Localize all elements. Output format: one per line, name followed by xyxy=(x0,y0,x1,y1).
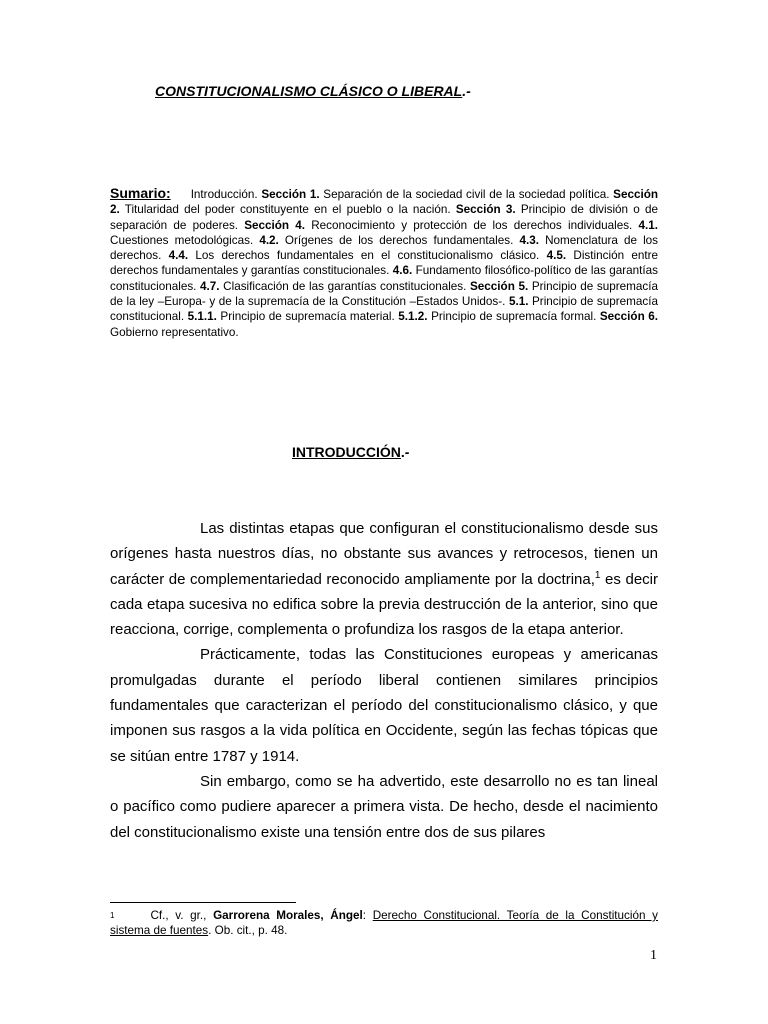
summary-section-text: Distinción entre derechos fundamentales y garantías constitucionales. xyxy=(110,249,658,278)
introduction-heading xyxy=(292,444,409,460)
summary-section-text: Principio de división o de separación de poderes. xyxy=(110,203,658,232)
summary-contents xyxy=(110,188,658,339)
summary-section-number: 5.1.2. xyxy=(398,310,428,324)
summary-section-number: 4.6. xyxy=(392,264,413,278)
summary-section-text: Principio de supremacía de la ley –Europa- y de la supremacía de la Constitución –Estados Unidos-. xyxy=(110,279,658,309)
summary-section-text: Principio de supremacía material. xyxy=(216,310,399,324)
summary-section-number: 4.3. xyxy=(519,233,539,247)
summary-section-number: Sección 6. xyxy=(599,310,659,324)
body-paragraph-1-end: es decir cada etapa sucesiva no edifica sobre la previa destrucción de la anterior, sino que reacciona, corrige, complementa o profundiza los rasgos de la etapa anterior. xyxy=(110,570,658,639)
footnote-suffix: . Ob. cit., p. 48. xyxy=(208,924,288,938)
document-title-text: CONSTITUCIONALISMO CLÁSICO O LIBERAL xyxy=(155,83,463,99)
summary-section-number: 4.1. xyxy=(638,218,658,232)
summary-section-text: Los derechos fundamentales en el constitucionalismo clásico. xyxy=(188,249,547,263)
footnote-number: 1 xyxy=(110,911,115,920)
body-text xyxy=(110,516,658,845)
summary-section-number: 4.5. xyxy=(546,249,567,263)
body-paragraph-1-start: Las distintas etapas que configuran el constitucionalismo desde sus orígenes hasta nuestros días, no obstante sus avances y retrocesos, tienen un carácter de complementariedad reconocido ampliamente por la doctrina, xyxy=(110,520,658,588)
body-paragraph: Sin embargo, como se ha advertido, este desarrollo no es tan lineal o pacífico como pudiere aparecer a primera vista. De hecho, desde el nacimiento del constitucionalismo existe una tensión entre dos de sus pilares xyxy=(110,772,658,841)
body-paragraph xyxy=(110,516,658,642)
page-number: 1 xyxy=(650,948,657,963)
summary-section-number: Sección 1. xyxy=(261,188,320,201)
summary-section-number: Sección 4. xyxy=(244,218,306,232)
body-paragraph: Prácticamente, todas las Constituciones europeas y americanas promulgadas durante el período liberal contienen similares principios fundamentales que caracterizan el período del constitucionalismo clásico, y que imponen sus rasgos a la vida política en Occidente, según las fechas tópicas que se sitúan entre 1787 y 1914. xyxy=(110,646,658,765)
footnote-work-title: Derecho Constitucional. Teoría de la Constitución y sistema de fuentes xyxy=(110,909,658,938)
introduction-heading-text: INTRODUCCIÓN xyxy=(292,444,401,460)
summary-section-text: Fundamento filosófico-político de las garantías constitucionales. xyxy=(110,264,658,293)
summary-section-text: Principio de supremacía constitucional. xyxy=(110,295,658,324)
summary-section-number: 4.2. xyxy=(259,233,279,247)
summary-section-number: Sección 2. xyxy=(110,188,658,217)
summary-section-number: Sección 3. xyxy=(455,203,516,217)
document-title xyxy=(155,83,471,99)
summary-section-text: Separación de la sociedad civil de la sociedad política. xyxy=(319,188,614,201)
summary-section-text: Titularidad del poder constituyente en el pueblo o la nación. xyxy=(119,203,456,217)
summary-section-number: 5.1. xyxy=(508,295,529,309)
footnote-colon: : xyxy=(362,909,373,922)
summary-section-text: Reconocimiento y protección de los derechos individuales. xyxy=(305,218,639,232)
summary-paragraph xyxy=(110,186,658,340)
summary-section-number: 4.4. xyxy=(168,249,189,263)
summary-section-text: Nomenclatura de los derechos. xyxy=(110,233,659,263)
summary-section-number: 4.7. xyxy=(200,279,220,293)
footnote-prefix: Cf., v. gr., xyxy=(150,909,214,922)
document-title-suffix: .- xyxy=(462,83,471,99)
summary-section-text: Orígenes de los derechos fundamentales. xyxy=(278,233,520,247)
footnote-reference[interactable]: 1 xyxy=(594,569,601,581)
footnote xyxy=(110,908,658,939)
summary-label: Sumario: xyxy=(110,185,171,201)
summary-section-text: Cuestiones metodológicas. xyxy=(110,233,260,247)
footnote-separator xyxy=(110,902,296,903)
introduction-heading-suffix: .- xyxy=(400,444,410,460)
summary-section-number: 5.1.1. xyxy=(187,310,217,324)
summary-section-text: Introducción. xyxy=(190,188,262,201)
summary-section-number: Sección 5. xyxy=(470,279,529,293)
summary-section-text: Clasificación de las garantías constitucionales. xyxy=(219,279,471,293)
footnote-author: Garrorena Morales, Ángel xyxy=(213,909,363,922)
summary-section-text: Gobierno representativo. xyxy=(110,325,239,339)
summary-section-text: Principio de supremacía formal. xyxy=(427,310,600,324)
